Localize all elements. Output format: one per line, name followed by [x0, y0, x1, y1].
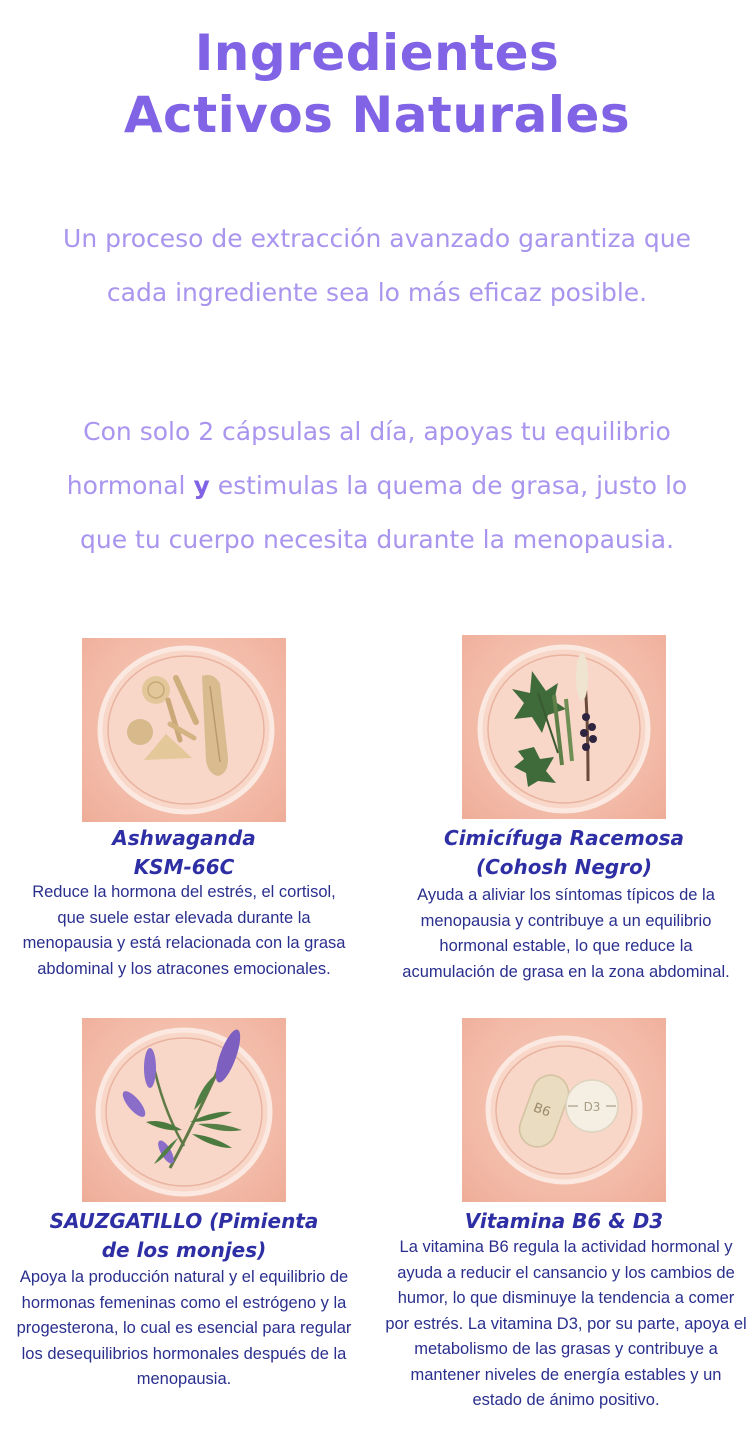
intro-bold-word: y	[193, 471, 210, 500]
ingredient-title-line: SAUZGATILLO (Pimienta	[49, 1209, 319, 1233]
ingredient-title-line: KSM-66C	[133, 855, 235, 879]
ingredient-title-line: Vitamina B6 & D3	[464, 1209, 664, 1233]
black-cohosh-photo	[462, 635, 666, 819]
ingredient-description-sauzgatillo: Apoya la producción natural y el equilibrio de hormonas femeninas como el estrógeno y la progesterona, lo cual es esencial para regular los desequilibrios hormonales después de la menopausia.	[16, 1268, 352, 1388]
page-title	[0, 22, 754, 146]
chasteberry-photo	[82, 1018, 286, 1202]
intro-text: estimulas la quema de grasa, justo lo que tu cuerpo necesita durante la menopausia.	[79, 471, 688, 554]
ingredient-title-ashwagandha	[82, 824, 286, 882]
ingredient-title-line: Ashwaganda	[112, 826, 256, 850]
ingredient-description-ashwagandha: Reduce la hormona del estrés, el cortisol, que suele estar elevada durante la menopausia y está relacionada con la grasa abdominal y los atracones emocionales.	[22, 883, 346, 978]
capsule-label: B6	[531, 1100, 553, 1121]
ingredient-description-vitamins: La vitamina B6 regula la actividad hormonal y ayuda a reducir el cansancio y los cambios de humor, lo que disminuye la tendencia a comer por estrés. La vitamina D3, por su parte, apoya el metabolismo de las grasas y contribuye a mantener niveles de energía estables y un estado de ánimo positivo.	[385, 1238, 747, 1409]
page-title-line-2: Activos Naturales	[123, 86, 631, 144]
chasteberry-plant-icon	[82, 1018, 286, 1202]
ingredient-title-line: de los monjes)	[101, 1238, 267, 1262]
ingredient-description-cimicifuga: Ayuda a aliviar los síntomas típicos de la menopausia y contribuye a un equilibrio hormonal estable, lo que reduce la acumulación de grasa en la zona abdominal.	[402, 886, 730, 981]
ingredient-title-vitamins	[412, 1207, 716, 1236]
ingredient-title-line: (Cohosh Negro)	[475, 855, 652, 879]
page-title-line-1: Ingredientes	[194, 24, 560, 82]
ingredient-title-line: Cimicífuga Racemosa	[444, 826, 684, 850]
vitamin-pills-icon	[462, 1018, 666, 1202]
ingredient-title-sauzgatillo	[32, 1207, 336, 1265]
vitamins-photo	[462, 1018, 666, 1202]
tablet-label: D3	[583, 1100, 601, 1114]
intro-paragraph-2	[50, 405, 704, 567]
intro-paragraph-1: Un proceso de extracción avanzado garantiza que cada ingrediente sea lo más eficaz posible.	[63, 224, 691, 307]
ingredient-title-cimicifuga	[412, 824, 716, 882]
black-cohosh-plant-icon	[462, 635, 666, 819]
ashwagandha-photo	[82, 638, 286, 822]
intro-text: Con solo 2 cápsulas al día, apoyas tu equilibrio hormonal	[66, 417, 671, 500]
ashwagandha-roots-icon	[82, 638, 286, 822]
